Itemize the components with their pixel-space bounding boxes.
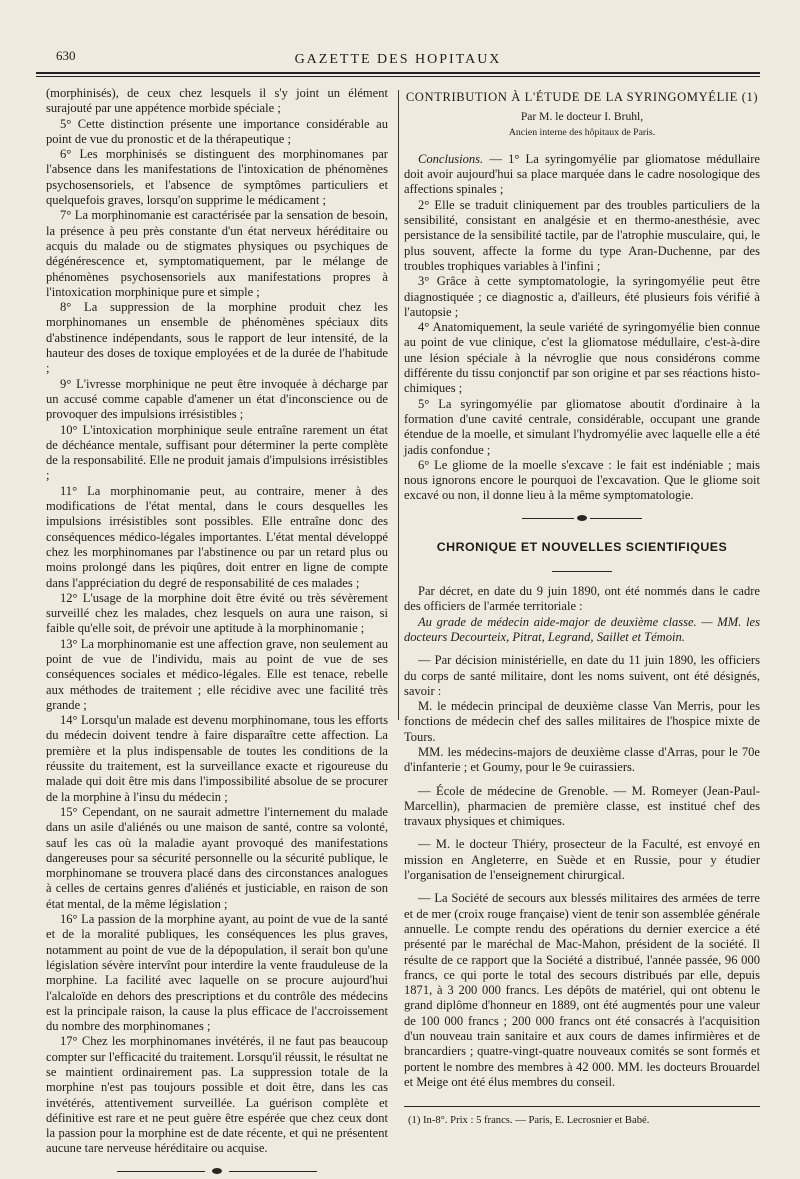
paragraph: 6° Les morphinisés se distinguent des morphinomanes par l'absence dans les manifestations de l'intoxication de phénomènes psychosensoriels, et l'absence de symptômes particuliers et quelquefois graves, lorsqu'on supprime le médicament ; bbox=[46, 147, 388, 208]
paragraph: 15° Cependant, on ne saurait admettre l'internement du malade dans un asile d'aliénés ou une maison de santé, contre sa volonté, sauf les cas où la maladie ayant provoqué des manifestations dangereuses pour sa sécurité personnelle ou la sécurité publique, le morphinomane se trouvera placé dans des circonstances analogues à celles de certains genres d'aliénés et justiciable, en raison de son état mental, de la même législation ; bbox=[46, 804, 388, 911]
paragraph: 8° La suppression de la morphine produit chez les morphinomanes un ensemble de phénomènes spéciaux dits d'abstinence indépendants, sous le rapport de leur intensité, de la hauteur des doses de toxique employées et de la durée de l'habitude ; bbox=[46, 300, 388, 376]
left-column bbox=[46, 86, 388, 1156]
paragraph: 2° Elle se traduit cliniquement par des troubles particuliers de la sensibilité, consistant en analgésie et en thermo-anesthésie, avec persistance de la sensibilité tactile, par de l'atrophie musculaire, qui, le plus souvent, affecte la forme du type Aran-Duchenne, par des troubles trophiques variables à l'infini ; bbox=[404, 197, 760, 273]
paragraph: 5° Cette distinction présente une importance considérable au point de vue du pronostic et de la thérapeutique ; bbox=[46, 116, 388, 146]
section-ornament bbox=[522, 512, 642, 526]
column-separator bbox=[398, 90, 399, 720]
article-title: CONTRIBUTION À L'ÉTUDE DE LA SYRINGOMYÉLIE (1) bbox=[405, 90, 759, 104]
spacer bbox=[404, 883, 760, 891]
paragraph: 11° La morphinomanie peut, au contraire, mener à des modifications de l'état mental, dans le cours desquelles les impulsions irrésistibles sont possibles. Elle entraîne donc des conséquences médico-légales importantes. L'état mental développé chez les morphinomanes par l'abstinence ou par un retard plus ou moins prolongé dans les piqûres, doit entrer en ligne de compte dans l'appréciation du degré de responsabilité de ces malades ; bbox=[46, 483, 388, 590]
spacer bbox=[404, 829, 760, 837]
paragraph: 6° Le gliome de la moelle s'excave : le fait est indéniable ; mais nous ignorons encore le pourquoi de l'excavation. Que le gliome soit excavé ou non, il donne lieu à la même symptomatologie. bbox=[404, 457, 760, 503]
footnote-rule bbox=[404, 1106, 760, 1107]
paragraph: 3° Grâce à cette symptomatologie, la syringomyélie peut être diagnostiquée ; ce diagnostic a, d'ailleurs, été plusieurs fois vérifié à l'autopsie ; bbox=[404, 274, 760, 319]
paragraph: 7° La morphinomanie est caractérisée par la sensation de besoin, la présence à peu près constante d'un état nerveux héréditaire ou acquis du malade ou de stigmates physiques ou psychiques de dégénérescence et, symptomatiquement, par le mélange de phénomènes psychosensoriels aux manifestations propres à l'intoxication morphinique pure et simple ; bbox=[46, 208, 388, 299]
end-ornament bbox=[117, 1165, 317, 1179]
spacer bbox=[404, 776, 760, 784]
header-rule bbox=[36, 72, 760, 77]
paragraph-text: — 1° La syringomyélie par gliomatose médullaire doit avoir aujourd'hui sa place marquée dans le cadre nosologique des affections spinales ; bbox=[404, 151, 761, 197]
ornament-dot bbox=[212, 1168, 222, 1174]
article-author: Par M. le docteur I. Bruhl, bbox=[520, 110, 644, 124]
ornament-dot bbox=[577, 515, 587, 521]
author-title: Ancien interne des hôpitaux de Paris. bbox=[508, 126, 656, 138]
spacer bbox=[404, 645, 760, 653]
paragraph: — Par décision ministérielle, en date du 11 juin 1890, les officiers du corps de santé militaire, dont les noms suivent, ont été désignés, savoir : bbox=[404, 653, 760, 698]
paragraph: M. le médecin principal de deuxième classe Van Merris, pour les fonctions de médecin chef des salles militaires de l'hospice mixte de Tours. bbox=[404, 699, 760, 744]
conclusions-label: Conclusions. bbox=[418, 151, 484, 166]
paragraph: Par décret, en date du 9 juin 1890, ont été nommés dans le cadre des officiers de l'armée territoriale : bbox=[404, 584, 760, 614]
paragraph: 16° La passion de la morphine ayant, au point de vue de la santé et de la moralité publiques, les conséquences les plus graves, notamment au point de vue de la dépopulation, il serait bon qu'une législation sévère intervînt pour interdire la vente frauduleuse de la morphine. La facilité avec laquelle on se procure aujourd'hui l'alcaloïde en dehors des prescriptions et du contrôle des médecins est la principale raison, la cause la plus efficace de l'accroissement du nombre des morphinomanes ; bbox=[46, 912, 388, 1034]
footnote: (1) In-8°. Prix : 5 francs. — Paris, E. Lecrosnier et Babé. bbox=[408, 1115, 650, 1127]
paragraph: Au grade de médecin aide-major de deuxième classe. — MM. les docteurs Decourteix, Pitrat, Legrand, Saillet et Témoin. bbox=[404, 614, 760, 644]
ornament-line-right bbox=[590, 518, 642, 519]
paragraph: 4° Anatomiquement, la seule variété de syringomyélie bien connue au point de vue clinique, c'est la gliomatose médullaire, c'est-à-dire une lésion spéciale à la névroglie que nous considérons comme différente du tissu conjonctif par son origine et par ses réactions histo-chimiques ; bbox=[404, 320, 760, 396]
paragraph: — M. le docteur Thiéry, prosecteur de la Faculté, est envoyé en mission en Angleterre, en Suède et en Russie, pour y étudier l'organisation de l'enseignement chirurgical. bbox=[404, 837, 760, 883]
ornament-line-right bbox=[229, 1171, 317, 1172]
chronicle-title: CHRONIQUE ET NOUVELLES SCIENTIFIQUES bbox=[436, 539, 728, 554]
paragraph: 12° L'usage de la morphine doit être évité ou très sévèrement surveillé chez les malades, chez lesquels on aura une raison, si faible qu'elle soit, de prévoir une aptitude à la morphinomanie ; bbox=[46, 590, 388, 636]
short-rule bbox=[552, 571, 612, 572]
paragraph: 9° L'ivresse morphinique ne peut être invoquée à décharge par un accusé comme capable d'amener un état d'inconscience ou de provoquer des impulsions irrésistibles ; bbox=[46, 376, 388, 422]
journal-title: GAZETTE DES HOPITAUX bbox=[294, 52, 502, 67]
paragraph: — École de médecine de Grenoble. — M. Romeyer (Jean-Paul-Marcellin), pharmacien de première classe, est institué chef des travaux physiques et chimiques. bbox=[404, 783, 760, 829]
paragraph: 13° La morphinomanie est une affection grave, non seulement au point de vue de l'individu, mais au point de vue de ses conséquences sociales et médico-légales. Elle est tenace, rebelle aux méthodes de traitement ; elle récidive avec une facilité très grande ; bbox=[46, 636, 388, 712]
ornament-line-left bbox=[117, 1171, 205, 1172]
paragraph: — La Société de secours aux blessés militaires des armées de terre et de mer (croix rouge française) vient de tenir son assemblée générale annuelle. Le compte rendu des opérations du dernier exercice a été présenté par le maréchal de Mac-Mahon, président de la société. Il résulte de ce rapport que la Société a distribué, l'année passée, 96 000 francs, ce qui porte le total des secours distribués par elle, depuis 1871, à 3 200 000 francs. Les dépôts de matériel, qui ont obtenu le grand diplôme d'honneur en 1889, ont été augmentés pour une valeur de 100 000 francs ; 200 000 francs ont été consacrés à l'acquisition d'un nouveau train sanitaire et aux cours de dames infirmières et de brancardiers ; quatre-vingt-quatre nouveaux comités se sont formés et portent le nombre des membres à 42 000. MM. les docteurs Brouardel et Meige ont été élus membres du conseil. bbox=[404, 891, 760, 1089]
page-header bbox=[36, 42, 760, 70]
right-column bbox=[404, 86, 760, 1142]
paragraph: 17° Chez les morphinomanes invétérés, il ne faut pas beaucoup compter sur l'efficacité du traitement. Lorsqu'il réussit, le résultat ne se maintient ordinairement pas. La suppression totale de la morphine n'est pas toujours possible et doit être, dans les cas invétérés, attentivement surveillée. La guérison complète et définitive est rare et ne peut guère être espérée que chez ceux dont la passion pour la morphine est de date récente, et qui ne présentent aucune tare nerveuse héréditaire ou acquise. bbox=[46, 1034, 388, 1156]
conclusions-paragraph bbox=[404, 152, 760, 198]
ornament-line-left bbox=[522, 518, 574, 519]
paragraph: 14° Lorsqu'un malade est devenu morphinomane, tous les efforts du médecin doivent tendre à faire disparaître cette affection. La première et la plus indispensable de toutes les conditions de la réussite du traitement, est la surveillance exacte et rigoureuse du malade qui doit être mis dans l'impossibilité absolue de se procurer de la morphine à l'insu du médecin ; bbox=[46, 713, 388, 804]
paragraph: MM. les médecins-majors de deuxième classe d'Arras, pour le 70e d'infanterie ; et Goumy, pour le 9e cuirassiers. bbox=[404, 744, 760, 775]
paragraph: 10° L'intoxication morphinique seule entraîne rarement un état de déchéance mentale, suffisant pour déterminer la perte complète de la responsabilité. Elle ne produit jamais d'impulsions irrésistibles ; bbox=[46, 422, 388, 483]
paragraph: 5° La syringomyélie par gliomatose aboutit d'ordinaire à la formation d'une cavité centrale, considérable, occupant une grande étendue de la moelle, et simulant l'hydromyélie avec laquelle elle a été jadis confondue ; bbox=[404, 396, 760, 457]
paragraph: (morphinisés), de ceux chez lesquels il s'y joint un élément surajouté par une appétence morbide spéciale ; bbox=[46, 86, 388, 116]
page-number: 630 bbox=[56, 48, 76, 63]
